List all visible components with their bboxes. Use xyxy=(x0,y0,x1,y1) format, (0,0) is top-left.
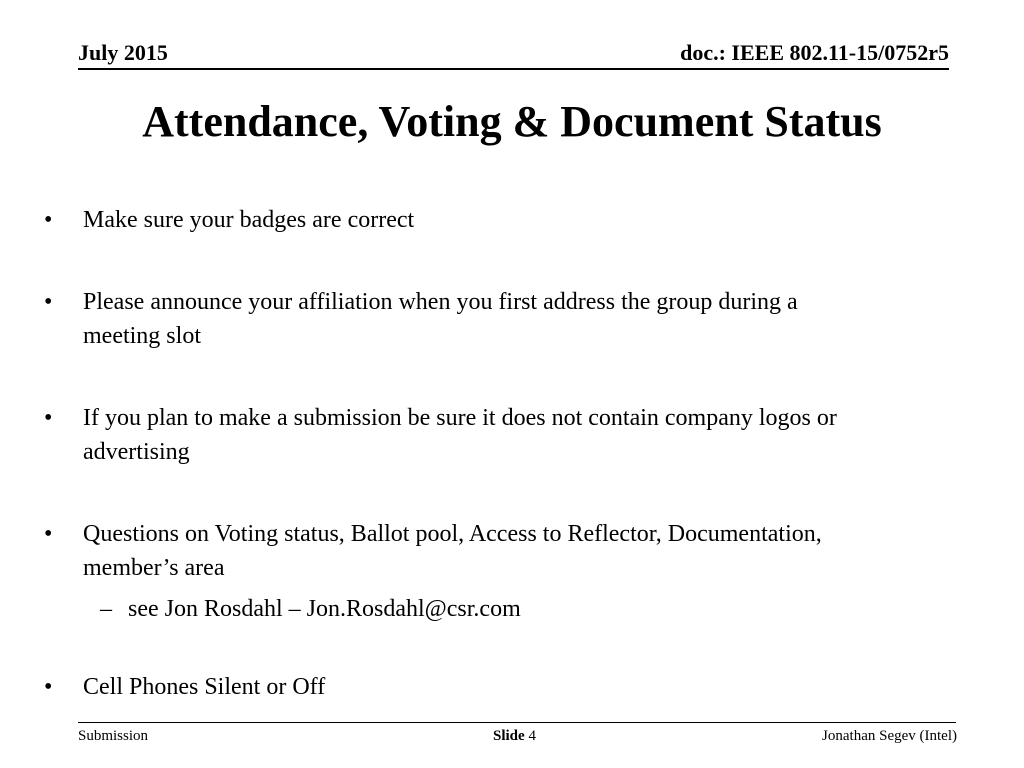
bullet-text xyxy=(83,670,983,704)
bullet-line: meeting slot xyxy=(83,323,201,349)
bullet-marker: • xyxy=(44,674,53,700)
bullet-marker: • xyxy=(44,521,53,547)
sub-bullet-text: see Jon Rosdahl – Jon.Rosdahl@csr.com xyxy=(128,596,521,622)
bullet-marker: • xyxy=(44,207,53,233)
footer-author: Jonathan Segev (Intel) xyxy=(822,728,957,744)
bullet-line: Please announce your affiliation when you first address the group during a xyxy=(83,289,798,315)
bullet-text xyxy=(83,285,983,353)
bullet-line: member’s area xyxy=(83,555,225,581)
sub-bullet-marker: – xyxy=(100,596,112,622)
header-doc-id: doc.: IEEE 802.11-15/0752r5 xyxy=(680,40,949,65)
bullet-line: advertising xyxy=(83,439,190,465)
bullet-line: Make sure your badges are correct xyxy=(83,207,415,233)
footer-slide-value: 4 xyxy=(528,728,536,744)
bullet-text xyxy=(83,203,983,237)
bullet-text xyxy=(83,517,983,585)
footer-slide-label: Slide xyxy=(493,728,525,744)
slide-header xyxy=(78,40,949,70)
footer-slide-number xyxy=(493,728,536,745)
bullet-marker: • xyxy=(44,405,53,431)
bullet-line: Cell Phones Silent or Off xyxy=(83,674,326,700)
footer-divider xyxy=(78,722,956,723)
bullet-line: Questions on Voting status, Ballot pool, Access to Reflector, Documentation, xyxy=(83,521,822,547)
footer-submission: Submission xyxy=(78,728,149,744)
slide-title: Attendance, Voting & Document Status xyxy=(142,97,882,146)
header-date: July 2015 xyxy=(78,40,168,65)
bullet-text xyxy=(83,401,983,469)
bullet-marker: • xyxy=(44,289,53,315)
bullet-line: If you plan to make a submission be sure it does not contain company logos or xyxy=(83,405,837,431)
